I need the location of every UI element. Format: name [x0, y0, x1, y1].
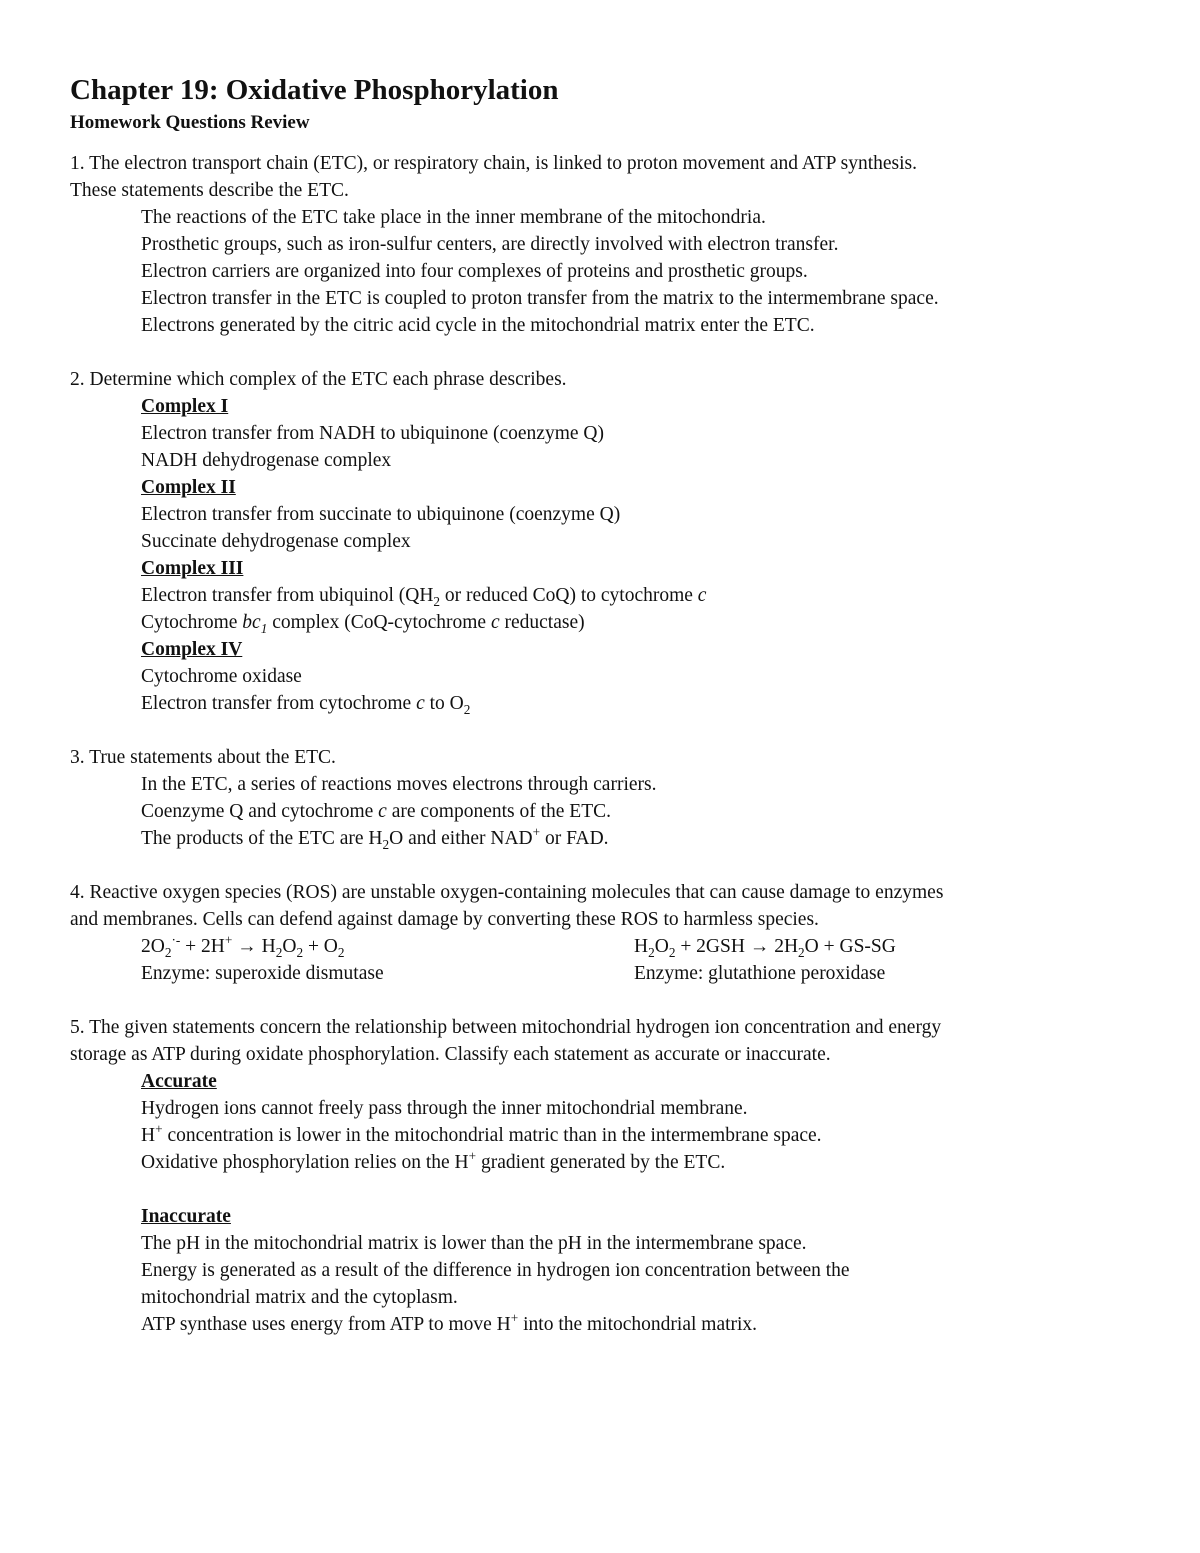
answer-line: Coenzyme Q and cytochrome c are components of the ETC. — [141, 801, 612, 822]
question-5-prompt: 5. The given statements concern the relationship between mitochondrial hydrogen ion concentration and energy — [70, 1017, 942, 1038]
answer-line: Electron transfer from ubiquinol ($QH_2$ or reduced CoQ) to cytochrome c — [141, 585, 707, 609]
question-3 — [70, 744, 1140, 852]
answer-line: In the ETC, a series of reactions moves electrons through carriers. — [141, 774, 657, 795]
answer-line: The products of the ETC are $H_2O$ and either NAD+ or FAD. — [141, 824, 609, 852]
answer-line: Electron transfer from succinate to ubiquinone (coenzyme Q) — [141, 504, 621, 525]
answer-line: Oxidative phosphorylation relies on the H+ gradient generated by the ETC. — [141, 1148, 726, 1173]
question-2-prompt: 2. Determine which complex of the ETC each phrase describes. — [70, 369, 567, 390]
answer-line: ATP synthase uses energy from ATP to move H+ into the mitochondrial matrix. — [141, 1310, 758, 1335]
arrow-icon: → — [232, 936, 262, 957]
superoxide-reaction: $2O_2^{\cdot-} + 2H^+ \to H_2O_2 + O_2$ — [141, 932, 345, 960]
answer-line: mitochondrial matrix and the cytoplasm. — [141, 1287, 458, 1308]
answer-line: Electrons generated by the citric acid cycle in the mitochondrial matrix enter the ETC. — [141, 315, 815, 336]
answer-line: The pH in the mitochondrial matrix is lower than the pH in the intermembrane space. — [141, 1233, 807, 1254]
answer-line: Electron transfer from NADH to ubiquinone (coenzyme Q) — [141, 423, 604, 444]
answer-line: Electron transfer in the ETC is coupled to proton transfer from the matrix to the intermembrane space. — [141, 288, 939, 309]
peroxide-reaction: $H_2O_2 + 2GSH \to 2H_2O + GS-SG$ — [634, 936, 896, 960]
reaction-row — [70, 933, 1140, 960]
question-5 — [70, 1014, 1140, 1338]
question-3-prompt: 3. True statements about the ETC. — [70, 747, 336, 768]
complex-2-heading: Complex II — [141, 477, 236, 498]
question-1-prompt-cont: These statements describe the ETC. — [70, 180, 349, 201]
inaccurate-heading: Inaccurate — [141, 1206, 231, 1227]
answer-line: H+ concentration is lower in the mitochondrial matric than in the intermembrane space. — [141, 1121, 822, 1146]
answer-line: Succinate dehydrogenase complex — [141, 531, 411, 552]
answer-line: Hydrogen ions cannot freely pass through the inner mitochondrial membrane. — [141, 1098, 748, 1119]
answer-line: Electron transfer from cytochrome c to $O_2$ — [141, 693, 471, 717]
enzyme-1: Enzyme: superoxide dismutase — [141, 963, 384, 984]
page-title: Chapter 19: Oxidative Phosphorylation — [70, 74, 559, 106]
complex-4-heading: Complex IV — [141, 639, 243, 660]
answer-line: The reactions of the ETC take place in the inner membrane of the mitochondria. — [141, 207, 766, 228]
answer-line: Cytochrome $bc_1$ complex (CoQ-cytochrome c reductase) — [141, 612, 585, 636]
question-5-prompt-cont: storage as ATP during oxidate phosphorylation. Classify each statement as accurate or inaccurate. — [70, 1044, 831, 1065]
question-4 — [70, 879, 1140, 987]
question-1-prompt: 1. The electron transport chain (ETC), or respiratory chain, is linked to proton movement and ATP synthesis. — [70, 153, 917, 174]
answer-line: Prosthetic groups, such as iron-sulfur centers, are directly involved with electron transfer. — [141, 234, 839, 255]
answer-line: Energy is generated as a result of the difference in hydrogen ion concentration between the — [141, 1260, 850, 1281]
question-1 — [70, 150, 1140, 339]
answer-line: NADH dehydrogenase complex — [141, 450, 392, 471]
document-page — [70, 70, 1140, 1338]
question-4-prompt-cont: and membranes. Cells can defend against damage by converting these ROS to harmless species. — [70, 909, 819, 930]
arrow-icon: → — [744, 936, 775, 957]
page-subtitle: Homework Questions Review — [70, 112, 310, 133]
question-2 — [70, 366, 1140, 717]
enzyme-2: Enzyme: glutathione peroxidase — [634, 963, 886, 984]
answer-line: Cytochrome oxidase — [141, 666, 302, 687]
answer-line: Electron carriers are organized into four complexes of proteins and prosthetic groups. — [141, 261, 808, 282]
complex-1-heading: Complex I — [141, 396, 229, 417]
complex-3-heading: Complex III — [141, 558, 244, 579]
enzyme-row — [70, 960, 1140, 987]
question-4-prompt: 4. Reactive oxygen species (ROS) are unstable oxygen-containing molecules that can cause damage to enzymes — [70, 882, 944, 903]
accurate-heading: Accurate — [141, 1071, 217, 1092]
